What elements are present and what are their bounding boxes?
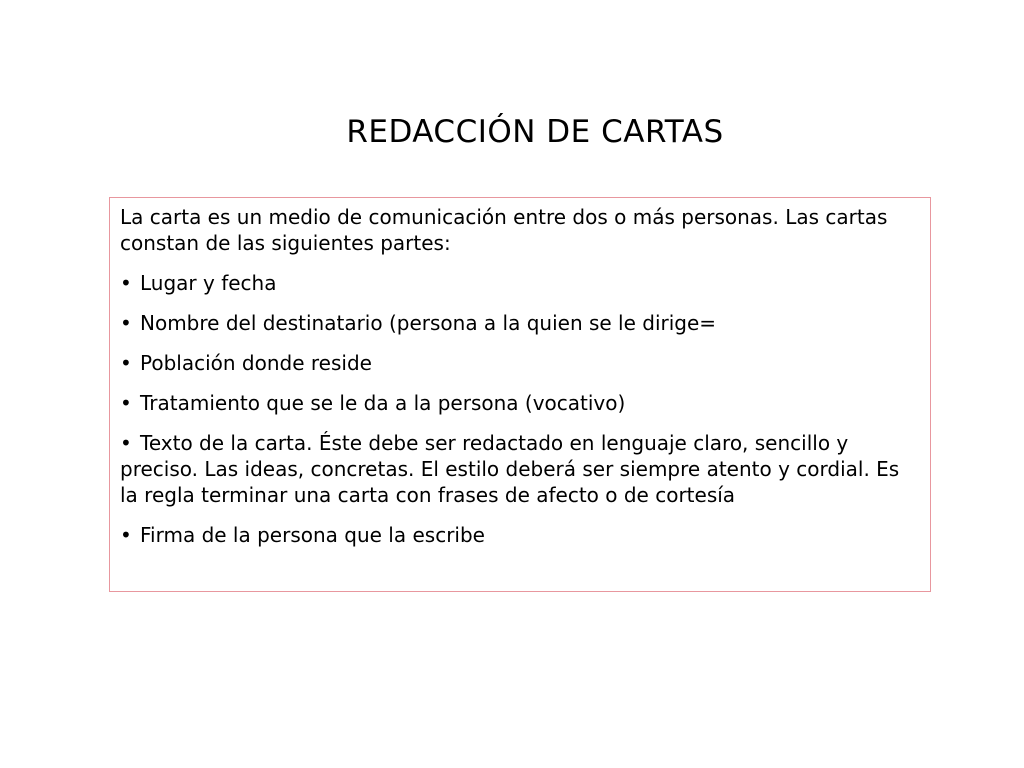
bullet-icon: • bbox=[120, 431, 132, 455]
slide-title: REDACCIÓN DE CARTAS bbox=[346, 114, 724, 150]
parts-list bbox=[120, 270, 920, 548]
list-item bbox=[120, 390, 920, 416]
bullet-icon: • bbox=[120, 351, 132, 375]
bullet-icon: • bbox=[120, 523, 132, 547]
list-item bbox=[120, 350, 920, 376]
intro-paragraph: La carta es un medio de comunicación entre dos o más personas. Las cartas constan de las siguientes partes: bbox=[120, 205, 888, 255]
content-box bbox=[109, 197, 931, 592]
list-item bbox=[120, 270, 920, 296]
list-item-text: Nombre del destinatario (persona a la quien se le dirige= bbox=[140, 311, 717, 335]
list-item-text: Texto de la carta. Éste debe ser redactado en lenguaje claro, sencillo y preciso. Las ideas, concretas. El estilo deberá ser siempre atento y cordial. Es la regla terminar una carta con frases de afecto o de cortesía bbox=[120, 431, 900, 507]
list-item-text: Firma de la persona que la escribe bbox=[140, 523, 485, 547]
bullet-icon: • bbox=[120, 391, 132, 415]
list-item-text: Tratamiento que se le da a la persona (vocativo) bbox=[140, 391, 626, 415]
bullet-icon: • bbox=[120, 271, 132, 295]
list-item bbox=[120, 430, 920, 508]
list-item bbox=[120, 310, 920, 336]
list-item-text: Lugar y fecha bbox=[140, 271, 277, 295]
list-item-text: Población donde reside bbox=[140, 351, 372, 375]
list-item bbox=[120, 522, 920, 548]
bullet-icon: • bbox=[120, 311, 132, 335]
